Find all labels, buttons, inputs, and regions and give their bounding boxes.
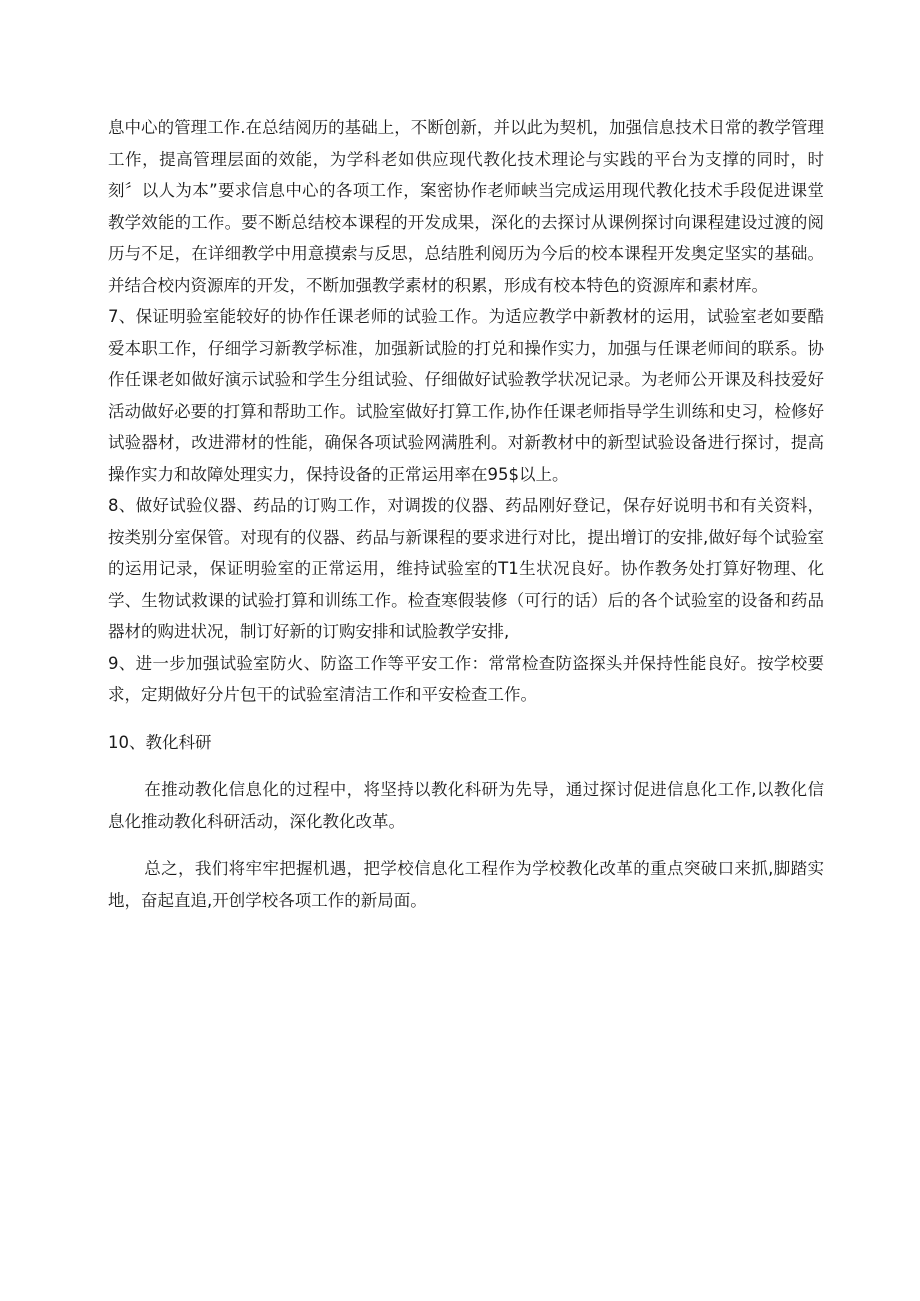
paragraph-conclusion: 总之，我们将牢牢把握机遇，把学校信息化工程作为学校教化改革的重点突破口来抓,脚踏实地，奋起直追,开创学校各项工作的新局面。 — [108, 859, 824, 910]
paragraph-item-8-equipment-purchasing: 8、做好试验仪器、药品的订购工作，对调拨的仪器、药品刚好登记，保存好说明书和有关资料，按类别分室保管。对现有的仪器、药品与新课程的要求进行对比，提出增订的安排,做好每个试验室的运用记录，保证明验室的正常运用，维持试验室的T1生状况良好。协作教务处打算好物理、化学、生物试救课的试验打算和训练工作。检查寒假装修（可行的话）后的各个试验室的设备和药品器材的购进状况，制订好新的订购安排和试脸教学安排, — [108, 496, 824, 641]
paragraph-item-9-lab-safety: 9、进一步加强试验室防火、防盗工作等平安工作：常常检查防盗探头并保持性能良好。按学校要求，定期做好分片包干的试验室清洁工作和平安检查工作。 — [108, 653, 824, 704]
section-heading-research: 10、教化科研 — [108, 732, 212, 752]
paragraph-item-7-lab-cooperation: 7、保证明验室能较好的协作任课老师的试验工作。为适应教学中新教材的运用，试验室老如要酷爱本职工作，仔细学习新教学标准，加强新试脸的打兑和操作实力，加强与任课老师间的联系。协作任课老如做好演示试验和学生分组试验、仔细做好试验教学状况记录。为老师公开课及科技爱好活动做好必要的打算和帮助工作。试脸室做好打算工作,协作任课老师指导学生训练和史习，检修好试验器材，改进滞材的性能，确保各项试验网满胜利。对新教材中的新型试验设备进行探讨，提高操作实力和故障处理实力，保持设备的正常运用率在95$以上。 — [108, 307, 824, 484]
paragraph-info-center-management: 息中心的管理工作.在总结阅历的基础上，不断创新，并以此为契机，加强信息技术日常的教学管理工作，提高管理层面的效能，为学科老如供应现代教化技术理论与实践的平台为支撑的同时，时刻〞以人为本”要求信息中心的各项工作，案密协作老师峡当完成运用现代教化技术手段促进课堂教学效能的工作。要不断总结校本课程的开发成果，深化的去探讨从课例探讨向课程建设过渡的阅历与不足，在详细教学中用意摸索与反思，总结胜利阅历为今后的校本课程开发奥定坚实的基础。并结合校内资源库的开发，不断加强教学素材的积累，形成有校本特色的资源库和素材库。 — [108, 118, 824, 295]
paragraph-research-body: 在推动教化信息化的过程中，将坚持以教化科研为先导，通过探讨促进信息化工作,以教化信息化推动教化科研活动，深化教化改革。 — [108, 780, 824, 831]
document-body — [108, 112, 824, 916]
